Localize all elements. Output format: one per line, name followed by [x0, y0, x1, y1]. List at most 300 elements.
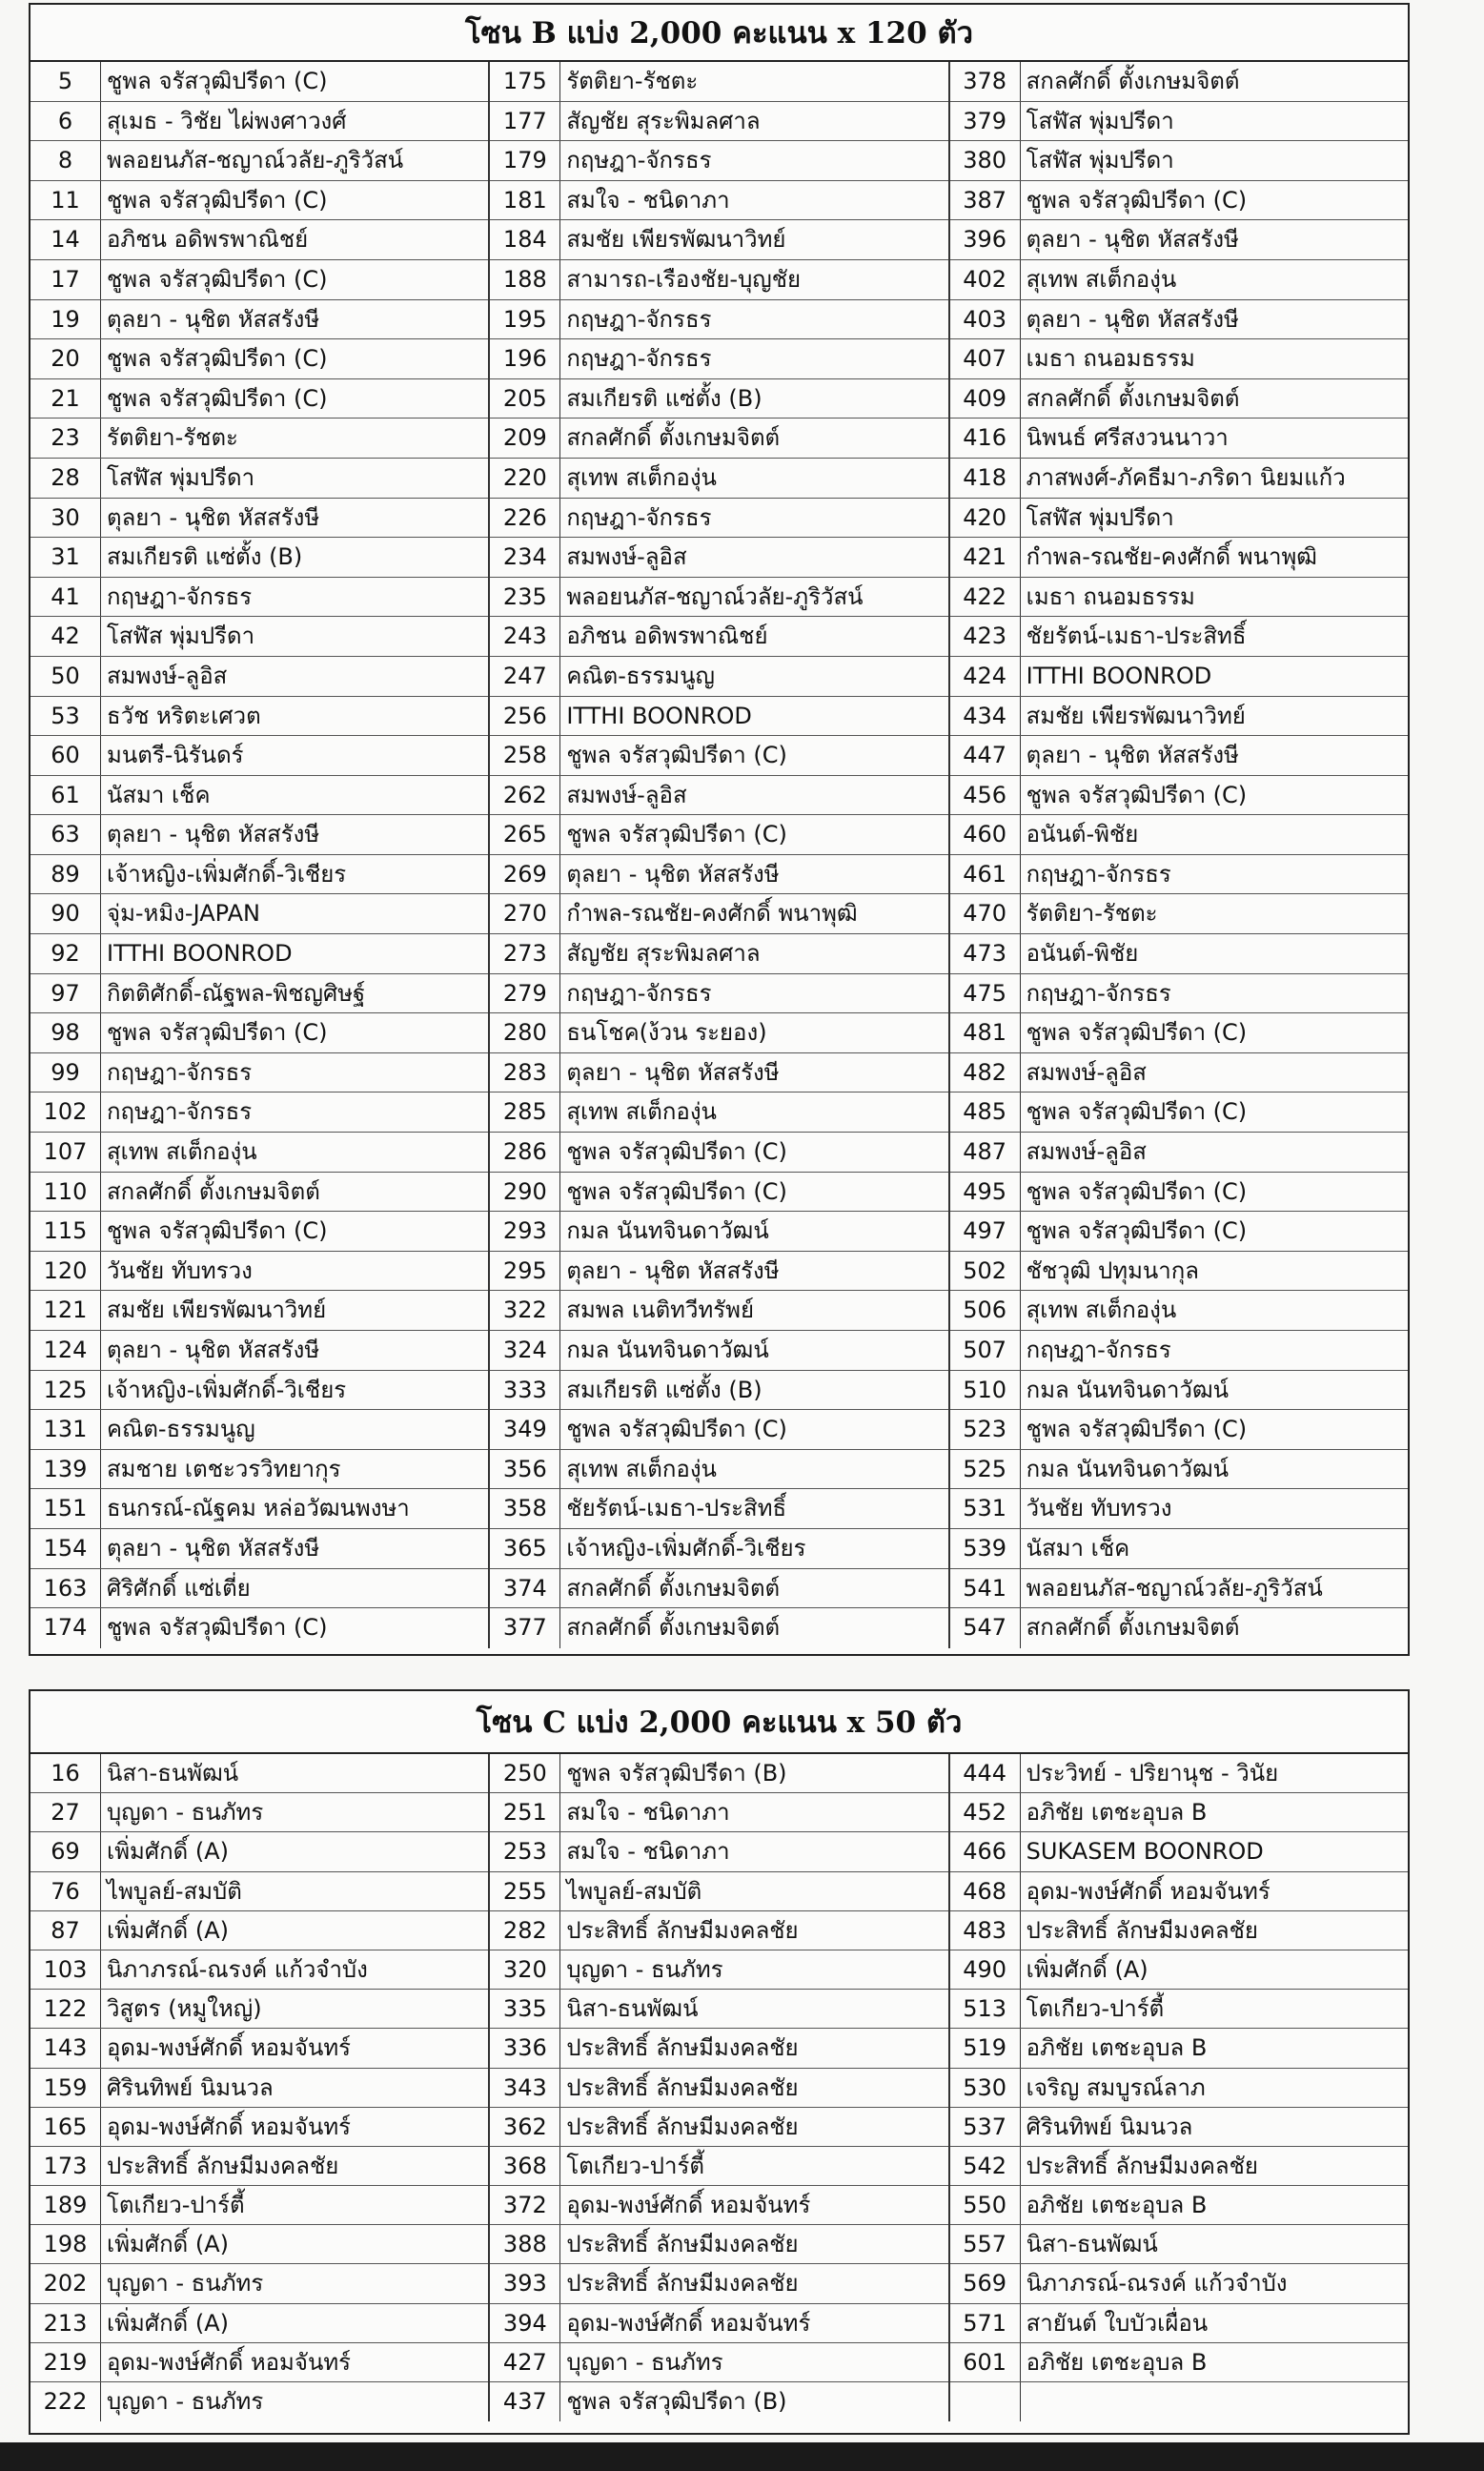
entry-number: 20 — [30, 339, 101, 378]
entry-name: อภิชัย เตชะอุบล B — [1026, 2348, 1208, 2376]
table-row — [490, 1950, 947, 1990]
table-row — [950, 1990, 1408, 2029]
table-row — [950, 2108, 1408, 2147]
entry-number: 189 — [30, 2186, 101, 2224]
table-row — [30, 736, 488, 776]
table-row — [30, 776, 488, 816]
entry-name: ชูพล จรัสวุฒิปรีดา (C) — [107, 345, 328, 373]
entry-name: กฤษฎา-จักรธร — [1026, 1337, 1171, 1363]
entry-number: 151 — [30, 1489, 101, 1528]
entry-number: 322 — [490, 1291, 560, 1330]
entry-number: 17 — [30, 260, 101, 299]
entry-number: 286 — [490, 1133, 560, 1172]
entry-name: ตุลยา - นุชิต หัสสรังษี — [566, 860, 780, 888]
entry-number: 320 — [490, 1950, 560, 1989]
entry-number: 358 — [490, 1489, 560, 1528]
entry-number: 362 — [490, 2108, 560, 2146]
table-row — [30, 1252, 488, 1292]
table-row — [490, 379, 947, 419]
table-row — [30, 934, 488, 974]
table-row — [490, 1291, 947, 1331]
entry-name: ชูพล จรัสวุฒิปรีดา (C) — [107, 1019, 328, 1047]
table-row — [30, 1410, 488, 1450]
entry-number: 50 — [30, 657, 101, 696]
table-row — [490, 1608, 947, 1648]
table-row — [950, 1950, 1408, 1990]
table-row — [950, 1133, 1408, 1173]
entry-number: 270 — [490, 894, 560, 933]
entry-number: 205 — [490, 379, 560, 419]
entry-name: กำพล-รณชัย-คงศักดิ์ พนาพุฒิ — [1026, 543, 1317, 571]
entry-name: ประสิทธิ์ ลักษมีมงคลชัย — [566, 2113, 799, 2140]
table-row — [950, 2264, 1408, 2303]
entry-number: 569 — [950, 2264, 1021, 2302]
entry-name: พลอยนภัส-ชญาณ์วลัย-ภูริวัสน์ — [566, 582, 864, 610]
table-row — [490, 2225, 947, 2264]
table-row — [950, 2029, 1408, 2068]
entry-name: ชัยรัตน์-เมธา-ประสิทธิ์ — [566, 1495, 787, 1522]
table-row — [490, 1569, 947, 1609]
table-row — [30, 855, 488, 895]
table-row — [490, 538, 947, 578]
entry-number: 131 — [30, 1410, 101, 1449]
entry-number: 475 — [950, 974, 1021, 1013]
table-row — [490, 736, 947, 776]
entry-name: นิภาภรณ์-ณรงค์ แก้วจำบัง — [107, 1955, 368, 1983]
entry-number: 394 — [490, 2304, 560, 2342]
entry-number: 282 — [490, 1911, 560, 1950]
entry-number: 181 — [490, 181, 560, 220]
table-row — [950, 1252, 1408, 1292]
entry-number: 539 — [950, 1529, 1021, 1568]
table-row — [30, 657, 488, 697]
entry-name: กำพล-รณชัย-คงศักดิ์ พนาพุฒิ — [566, 900, 858, 928]
entry-name: ประสิทธิ์ ลักษมีมงคลชัย — [566, 2034, 799, 2062]
table-row — [30, 815, 488, 855]
entry-number: 557 — [950, 2225, 1021, 2263]
table-row — [30, 141, 488, 181]
entry-name: กมล นันทจินดาวัฒน์ — [566, 1337, 769, 1363]
entry-number: 368 — [490, 2147, 560, 2185]
entry-number: 53 — [30, 697, 101, 736]
table-row — [30, 1754, 488, 1793]
entry-number: 159 — [30, 2069, 101, 2107]
entry-number: 253 — [490, 1832, 560, 1870]
table-row — [30, 1990, 488, 2029]
entry-name: ตุลยา - นุชิต หัสสรังษี — [107, 305, 320, 333]
table-row — [950, 1529, 1408, 1569]
entry-name: กฤษฎา-จักรธร — [107, 582, 253, 610]
table-row — [950, 1291, 1408, 1331]
entry-number: 427 — [490, 2343, 560, 2381]
entry-number: 416 — [950, 419, 1021, 458]
entry-name: อภิชน อดิพรพาณิชย์ — [566, 623, 768, 650]
entry-name: ตุลยา - นุชิต หัสสรังษี — [566, 1256, 780, 1284]
table-row — [30, 578, 488, 618]
table-row — [950, 2186, 1408, 2225]
table-row — [30, 1173, 488, 1213]
table-row — [950, 419, 1408, 459]
entry-name: เมธา ถนอมธรรม — [1026, 582, 1195, 610]
entry-name: คณิต-ธรรมนูญ — [107, 1416, 255, 1443]
entry-number: 258 — [490, 736, 560, 775]
entry-name: นิสา-ธนพัฒน์ — [1026, 2231, 1158, 2258]
table-row — [490, 1754, 947, 1793]
entry-name: สุเทพ สเต็กองุ่น — [566, 1098, 717, 1126]
entry-number: 41 — [30, 578, 101, 617]
entry-name: สมใจ - ชนิดาภา — [566, 186, 730, 214]
table-row — [950, 1832, 1408, 1871]
entry-number: 5 — [30, 62, 101, 101]
entry-name: บุญดา - ธนภัทร — [566, 1955, 723, 1983]
entry-number: 380 — [950, 141, 1021, 180]
zone-c-table — [29, 1689, 1410, 2435]
entry-name: ชูพล จรัสวุฒิปรีดา (C) — [566, 1138, 787, 1166]
table-row — [950, 934, 1408, 974]
table-row — [490, 1872, 947, 1911]
entry-name: สมเกียรติ แซ่ตั้ง (B) — [566, 384, 762, 412]
entry-name: ศิรินทิพย์ นิมนวล — [1026, 2113, 1193, 2140]
entry-name: ชูพล จรัสวุฒิปรีดา (C) — [566, 821, 787, 848]
table-row — [30, 102, 488, 142]
entry-number: 21 — [30, 379, 101, 419]
entry-name: ศิรินทิพย์ นิมนวล — [107, 2073, 274, 2101]
entry-name: เจ้าหญิง-เพิ่มศักดิ์-วิเชียร — [566, 1534, 806, 1562]
table-row — [30, 974, 488, 1014]
table-row — [30, 2225, 488, 2264]
table-row — [490, 1371, 947, 1411]
entry-name: วันชัย ทับทรวง — [1026, 1495, 1172, 1522]
entry-number: 372 — [490, 2186, 560, 2224]
entry-name: อภิชัย เตชะอุบล B — [1026, 2192, 1208, 2219]
table-row — [490, 2304, 947, 2343]
entry-name: ประสิทธิ์ ลักษมีมงคลชัย — [566, 2231, 799, 2258]
table-row — [490, 1911, 947, 1950]
entry-number: 324 — [490, 1331, 560, 1370]
entry-number: 213 — [30, 2304, 101, 2342]
entry-number: 115 — [30, 1212, 101, 1251]
entry-number: 31 — [30, 538, 101, 577]
entry-name: บุญดา - ธนภัทร — [107, 2388, 264, 2415]
entry-number: 196 — [490, 339, 560, 378]
entry-name: โตเกียว-ปาร์ตี้ — [107, 2192, 245, 2219]
entry-number: 195 — [490, 300, 560, 339]
entry-number: 102 — [30, 1093, 101, 1132]
entry-number: 27 — [30, 1793, 101, 1831]
entry-name: สกลศักดิ์ ตั้งเกษมจิตต์ — [1026, 68, 1240, 94]
entry-number: 482 — [950, 1053, 1021, 1093]
table-row — [490, 1529, 947, 1569]
table-row — [490, 2186, 947, 2225]
zone-b-column — [30, 62, 490, 1648]
table-row — [30, 2108, 488, 2147]
entry-number: 283 — [490, 1053, 560, 1093]
entry-name: โสฬัส พุ่มปรีดา — [107, 463, 255, 491]
table-row — [490, 1410, 947, 1450]
table-row — [490, 459, 947, 499]
entry-number: 11 — [30, 181, 101, 220]
scan-bottom-edge — [0, 2442, 1484, 2471]
entry-name: เพิ่มศักดิ์ (A) — [107, 2231, 229, 2258]
entry-number: 513 — [950, 1990, 1021, 2028]
entry-name: อุดม-พงษ์ศักดิ์ หอมจันทร์ — [566, 2192, 811, 2219]
table-row — [30, 419, 488, 459]
entry-name: บุญดา - ธนภัทร — [566, 2348, 723, 2376]
entry-number: 90 — [30, 894, 101, 933]
entry-name: ชูพล จรัสวุฒิปรีดา (B) — [566, 2388, 787, 2415]
entry-name: สมชาย เตชะวรวิทยากุร — [107, 1455, 341, 1482]
table-row — [950, 1371, 1408, 1411]
entry-name: ตุลยา - นุชิต หัสสรังษี — [107, 503, 320, 531]
entry-number: 63 — [30, 815, 101, 854]
entry-number: 523 — [950, 1410, 1021, 1449]
entry-name: ชูพล จรัสวุฒิปรีดา (B) — [566, 1760, 787, 1787]
entry-number: 234 — [490, 538, 560, 577]
zone-b-table — [29, 3, 1410, 1656]
entry-name: ชูพล จรัสวุฒิปรีดา (C) — [1026, 1217, 1248, 1245]
entry-name: สมพงษ์-ลูอิส — [107, 662, 228, 689]
entry-name: อุดม-พงษ์ศักดิ์ หอมจันทร์ — [107, 2348, 352, 2376]
entry-number: 497 — [950, 1212, 1021, 1251]
table-row — [30, 300, 488, 340]
table-row — [490, 2029, 947, 2068]
zone-b-column — [490, 62, 949, 1648]
entry-name: ชูพล จรัสวุฒิปรีดา (C) — [1026, 1019, 1248, 1047]
entry-number: 103 — [30, 1950, 101, 1989]
entry-name: สุเทพ สเต็กองุ่น — [566, 1455, 717, 1482]
entry-name: นิสา-ธนพัฒน์ — [566, 1995, 699, 2023]
entry-number: 122 — [30, 1990, 101, 2028]
table-row — [950, 62, 1408, 102]
entry-number: 247 — [490, 657, 560, 696]
table-row — [950, 1911, 1408, 1950]
entry-name: SUKASEM BOONROD — [1026, 1838, 1264, 1866]
entry-name: สุเทพ สเต็กองุ่น — [1026, 1297, 1177, 1324]
entry-name: เพิ่มศักดิ์ (A) — [1026, 1955, 1149, 1983]
entry-name: เจ้าหญิง-เพิ่มศักดิ์-วิเชียร — [107, 1376, 347, 1403]
table-row — [30, 459, 488, 499]
entry-name: เพิ่มศักดิ์ (A) — [107, 1916, 229, 1944]
entry-name: ตุลยา - นุชิต หัสสรังษี — [1026, 226, 1239, 254]
table-row — [950, 2343, 1408, 2382]
table-row — [950, 1793, 1408, 1832]
entry-name: โสฬัส พุ่มปรีดา — [1026, 503, 1174, 531]
table-row — [950, 1489, 1408, 1529]
table-row — [490, 2264, 947, 2303]
entry-name: ชูพล จรัสวุฒิปรีดา (C) — [1026, 1098, 1248, 1126]
table-row — [490, 1013, 947, 1053]
entry-name: เจริญ สมบูรณ์ลาภ — [1026, 2073, 1206, 2101]
table-row — [30, 1832, 488, 1871]
table-row — [30, 1331, 488, 1371]
entry-name: ชูพล จรัสวุฒิปรีดา (C) — [1026, 1416, 1248, 1443]
table-row — [950, 459, 1408, 499]
table-row — [30, 1872, 488, 1911]
entry-name: กฤษฎา-จักรธร — [566, 345, 712, 373]
entry-number: 470 — [950, 894, 1021, 933]
entry-number: 466 — [950, 1832, 1021, 1870]
table-row — [490, 2069, 947, 2108]
entry-name: ชัชวุฒิ ปทุมนากุล — [1026, 1256, 1200, 1284]
entry-name: พลอยนภัส-ชญาณ์วลัย-ภูริวัสน์ — [107, 147, 404, 174]
entry-number: 537 — [950, 2108, 1021, 2146]
entry-number: 402 — [950, 260, 1021, 299]
table-row — [950, 499, 1408, 539]
entry-number: 251 — [490, 1793, 560, 1831]
entry-name: สมชัย เพียรพัฒนาวิทย์ — [566, 226, 786, 254]
entry-number: 409 — [950, 379, 1021, 419]
entry-name: สุเทพ สเต็กองุ่น — [107, 1138, 257, 1166]
entry-number: 571 — [950, 2304, 1021, 2342]
entry-number: 473 — [950, 934, 1021, 973]
table-row — [950, 815, 1408, 855]
table-row — [950, 2225, 1408, 2264]
entry-name: นิภาภรณ์-ณรงค์ แก้วจำบัง — [1026, 2270, 1288, 2297]
table-row — [950, 1093, 1408, 1133]
entry-number: 420 — [950, 499, 1021, 538]
table-row — [490, 815, 947, 855]
table-row — [490, 419, 947, 459]
table-row — [490, 220, 947, 260]
entry-name: กฤษฎา-จักรธร — [107, 1058, 253, 1086]
entry-name: ชูพล จรัสวุฒิปรีดา (C) — [1026, 781, 1248, 808]
entry-number: 121 — [30, 1291, 101, 1330]
entry-name: ชัยรัตน์-เมธา-ประสิทธิ์ — [1026, 623, 1247, 650]
entry-number: 495 — [950, 1173, 1021, 1212]
entry-number: 8 — [30, 141, 101, 180]
entry-number: 374 — [490, 1569, 560, 1608]
table-row — [950, 2147, 1408, 2186]
entry-name: สกลศักดิ์ ตั้งเกษมจิตต์ — [1026, 384, 1240, 412]
entry-name: กมล นันทจินดาวัฒน์ — [566, 1217, 769, 1245]
entry-number: 19 — [30, 300, 101, 339]
entry-number: 273 — [490, 934, 560, 973]
zone-c-column — [490, 1754, 949, 2421]
entry-number: 87 — [30, 1911, 101, 1950]
zone-c-columns — [30, 1754, 1408, 2421]
entry-number: 403 — [950, 300, 1021, 339]
table-row — [490, 1450, 947, 1490]
entry-name: กฤษฎา-จักรธร — [566, 979, 712, 1007]
table-row — [30, 1133, 488, 1173]
entry-number: 184 — [490, 220, 560, 259]
entry-number: 265 — [490, 815, 560, 854]
entry-number: 285 — [490, 1093, 560, 1132]
table-row — [490, 657, 947, 697]
table-row — [490, 1990, 947, 2029]
entry-number: 76 — [30, 1872, 101, 1910]
entry-number: 222 — [30, 2382, 101, 2421]
entry-number: 335 — [490, 1990, 560, 2028]
entry-number: 388 — [490, 2225, 560, 2263]
entry-number: 243 — [490, 617, 560, 656]
entry-number: 483 — [950, 1911, 1021, 1950]
table-row — [950, 379, 1408, 419]
entry-number: 107 — [30, 1133, 101, 1172]
entry-name: อุดม-พงษ์ศักดิ์ หอมจันทร์ — [107, 2034, 352, 2062]
entry-name: กฤษฎา-จักรธร — [1026, 979, 1171, 1007]
entry-name: อนันต์-พิชัย — [1026, 940, 1139, 968]
table-row — [950, 260, 1408, 300]
table-row — [490, 578, 947, 618]
table-row — [490, 855, 947, 895]
table-row — [490, 141, 947, 181]
table-row — [30, 1053, 488, 1093]
entry-name: ชูพล จรัสวุฒิปรีดา (C) — [107, 1614, 328, 1642]
entry-name: ชูพล จรัสวุฒิปรีดา (C) — [566, 1177, 787, 1205]
entry-name: กมล นันทจินดาวัฒน์ — [1026, 1455, 1230, 1482]
table-row — [950, 1450, 1408, 1490]
table-row — [490, 1093, 947, 1133]
entry-number: 177 — [490, 102, 560, 141]
entry-number: 468 — [950, 1872, 1021, 1910]
entry-name: สัญชัย สุระพิมลศาล — [566, 107, 761, 134]
table-row — [30, 379, 488, 419]
table-row — [950, 1872, 1408, 1911]
entry-name: ชูพล จรัสวุฒิปรีดา (C) — [566, 1416, 787, 1443]
entry-number: 444 — [950, 1754, 1021, 1792]
entry-number: 175 — [490, 62, 560, 101]
table-row — [30, 499, 488, 539]
entry-name: ธวัช หริตะเศวต — [107, 702, 261, 729]
entry-name: กิตติศักดิ์-ณัฐพล-พิชญศิษฐ์ — [107, 979, 366, 1007]
table-row — [950, 339, 1408, 379]
entry-name: โสฬัส พุ่มปรีดา — [1026, 147, 1174, 174]
table-row — [490, 102, 947, 142]
entry-number: 502 — [950, 1252, 1021, 1291]
entry-name: วันชัย ทับทรวง — [107, 1256, 253, 1284]
entry-number: 378 — [950, 62, 1021, 101]
entry-name: สกลศักดิ์ ตั้งเกษมจิตต์ — [1026, 1614, 1240, 1642]
entry-number: 434 — [950, 697, 1021, 736]
entry-number: 601 — [950, 2343, 1021, 2381]
table-row — [30, 1529, 488, 1569]
entry-number: 98 — [30, 1013, 101, 1052]
table-row — [950, 736, 1408, 776]
entry-number: 179 — [490, 141, 560, 180]
entry-number: 424 — [950, 657, 1021, 696]
table-row — [950, 1569, 1408, 1609]
entry-name: กฤษฎา-จักรธร — [566, 147, 712, 174]
table-row — [950, 1331, 1408, 1371]
entry-name: ตุลยา - นุชิต หัสสรังษี — [107, 821, 320, 848]
entry-number: 349 — [490, 1410, 560, 1449]
entry-name: บุญดา - ธนภัทร — [107, 2270, 264, 2297]
entry-name: อนันต์-พิชัย — [1026, 821, 1139, 848]
entry-number: 14 — [30, 220, 101, 259]
entry-number: 506 — [950, 1291, 1021, 1330]
table-row — [950, 776, 1408, 816]
zone-b-column — [950, 62, 1408, 1648]
entry-number: 28 — [30, 459, 101, 498]
entry-name: ชูพล จรัสวุฒิปรีดา (C) — [107, 68, 328, 94]
entry-number: 209 — [490, 419, 560, 458]
table-row — [30, 1793, 488, 1832]
entry-name: สมพงษ์-ลูอิส — [566, 781, 687, 808]
table-row — [950, 1410, 1408, 1450]
zone-b-title: โซน B แบ่ง 2,000 คะแนน x 120 ตัว — [30, 5, 1408, 62]
entry-number: 69 — [30, 1832, 101, 1870]
table-row — [490, 1133, 947, 1173]
entry-number: 519 — [950, 2029, 1021, 2067]
entry-number: 343 — [490, 2069, 560, 2107]
entry-name: สกลศักดิ์ ตั้งเกษมจิตต์ — [566, 1614, 781, 1642]
entry-number: 61 — [30, 776, 101, 815]
table-row — [30, 1013, 488, 1053]
entry-number: 255 — [490, 1872, 560, 1910]
entry-number — [950, 2382, 1021, 2421]
table-row — [30, 1911, 488, 1950]
